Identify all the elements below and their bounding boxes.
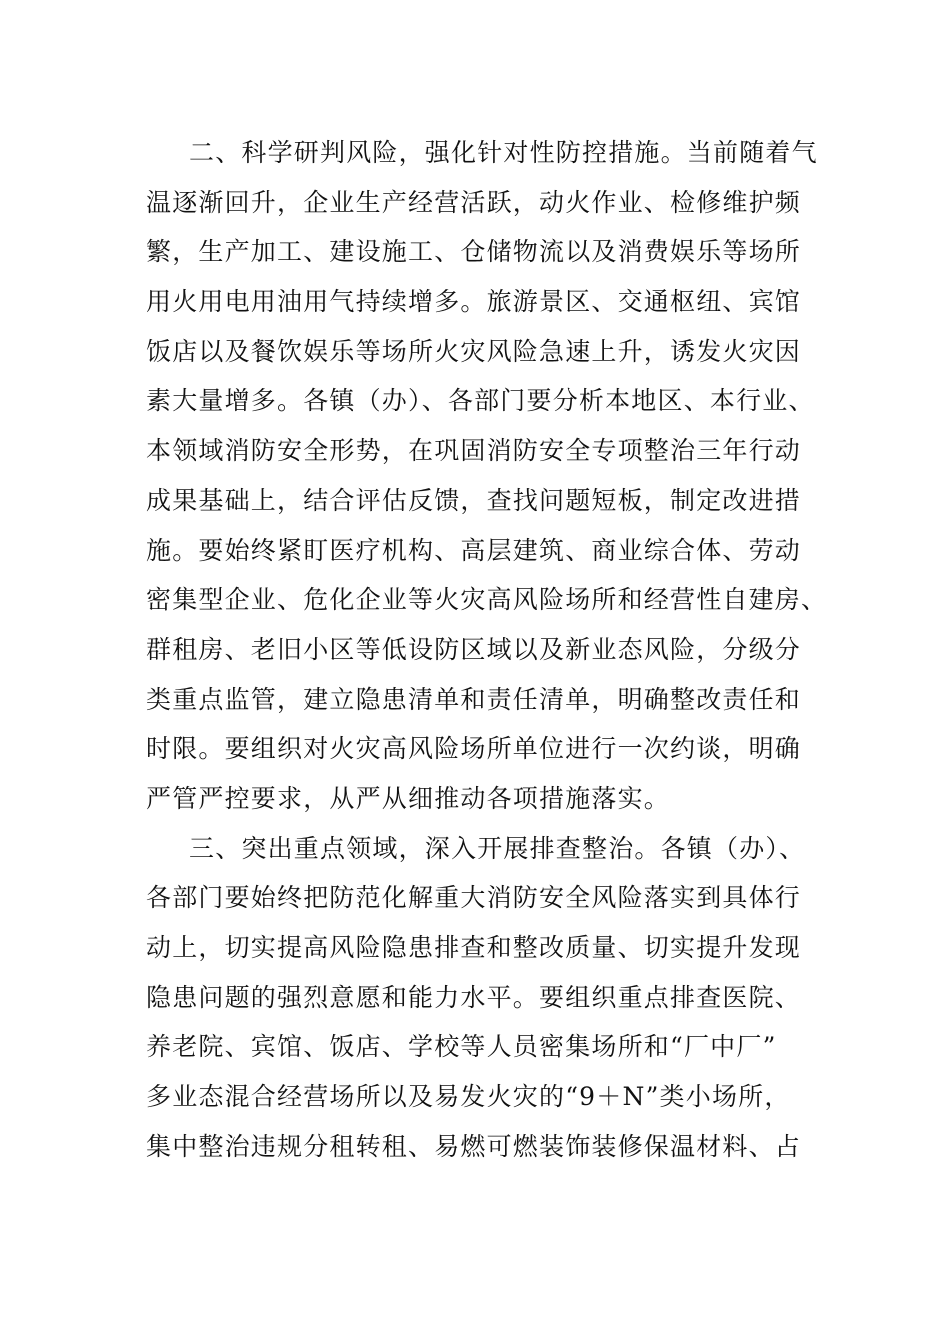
paragraph-2-line-14: 严管严控要求，从严从细推动各项措施落实。: [146, 783, 671, 813]
paragraph-2-line-8: 成果基础上，结合评估反馈，查找问题短板，制定改进措: [146, 485, 802, 515]
paragraph-2-line-4: 用火用电用油用气持续增多。旅游景区、交通枢纽、宾馆: [146, 287, 802, 317]
paragraph-2-line-3: 繁，生产加工、建设施工、仓储物流以及消费娱乐等场所: [146, 237, 802, 267]
paragraph-2-line-5: 饭店以及餐饮娱乐等场所火灾风险急速上升，诱发火灾因: [146, 336, 802, 366]
body-text: [146, 128, 828, 1171]
paragraph-3-line-2: 各部门要始终把防范化解重大消防安全风险落实到具体行: [146, 883, 802, 913]
paragraph-2-line-10: 密集型企业、危化企业等火灾高风险场所和经营性自建房、: [146, 585, 828, 615]
paragraph-3-line-3: 动上，切实提高风险隐患排查和整改质量、切实提升发现: [146, 933, 802, 962]
paragraph-2-line-6: 素大量增多。各镇（办）、各部门要分析本地区、本行业、: [146, 386, 815, 416]
paragraph-2-line-9: 施。要始终紧盯医疗机构、高层建筑、商业综合体、劳动: [146, 535, 802, 565]
paragraph-3-line-6: 多业态混合经营场所以及易发火灾的“9＋N”类小场所，: [146, 1082, 791, 1112]
paragraph-2-line-12: 类重点监管，建立隐患清单和责任清单，明确整改责任和: [146, 684, 802, 714]
paragraph-2-line-2: 温逐渐回升，企业生产经营活跃，动火作业、检修维护频: [146, 187, 802, 217]
paragraph-3-line-7: 集中整治违规分租转租、易燃可燃装饰装修保温材料、占: [146, 1131, 802, 1161]
paragraph-3-line-4: 隐患问题的强烈意愿和能力水平。要组织重点排查医院、: [146, 982, 802, 1012]
paragraph-2-line-11: 群租房、老旧小区等低设防区域以及新业态风险，分级分: [146, 634, 802, 664]
paragraph-3-line-5: 养老院、宾馆、饭店、学校等人员密集场所和“厂中厂”: [146, 1032, 777, 1062]
paragraph-2-line-1: 二、科学研判风险，强化针对性防控措施。当前随着气: [189, 138, 818, 167]
paragraph-2-line-7: 本领域消防安全形势，在巩固消防安全专项整治三年行动: [146, 436, 802, 466]
paragraph-3-line-1: 三、突出重点领域，深入开展排查整治。各镇（办）、: [189, 833, 806, 863]
paragraph-2-line-13: 时限。要组织对火灾高风险场所单位进行一次约谈，明确: [146, 734, 802, 764]
